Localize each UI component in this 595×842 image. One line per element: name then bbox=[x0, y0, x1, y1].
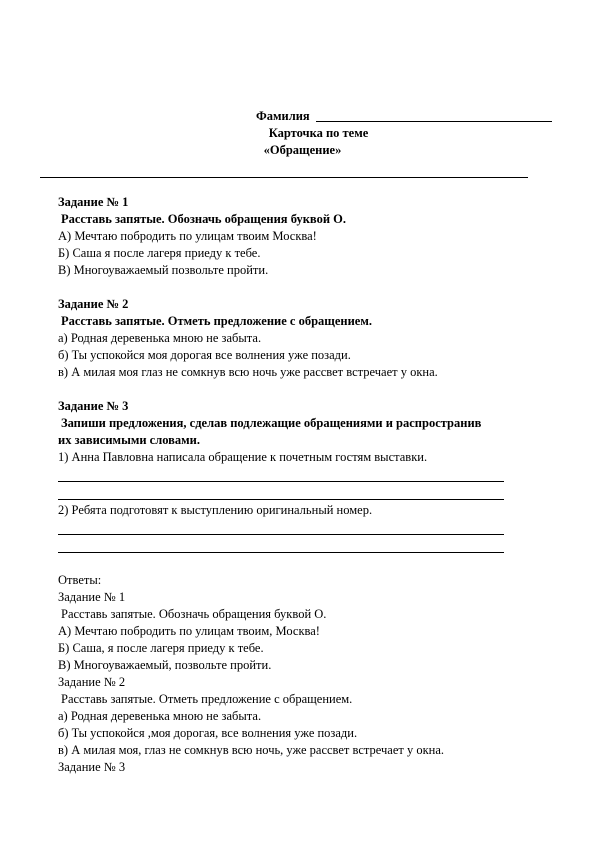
answer-task-1-item: Б) Саша, я после лагеря приеду к тебе. bbox=[58, 641, 264, 655]
task-3-heading: Задание № 3 bbox=[58, 399, 129, 413]
answer-task-1-item: В) Многоуважаемый, позвольте пройти. bbox=[58, 658, 272, 672]
spacer bbox=[58, 555, 538, 572]
task-2-item: а) Родная деревенька мною не забыта. bbox=[58, 331, 262, 345]
task-3-sentence-1: 1) Анна Павловна написала обращение к почетным гостям выставки. bbox=[58, 450, 428, 464]
task-3-sentence-2: 2) Ребята подготовят к выступлению оригинальный номер. bbox=[58, 503, 373, 517]
task-2-item: в) А милая моя глаз не сомкнув всю ночь уже рассвет встречает у окна. bbox=[58, 365, 438, 379]
task-1-item: Б) Саша я после лагеря приеду к тебе. bbox=[58, 246, 261, 260]
answer-task-1-instruction: Расставь запятые. Обозначь обращения буквой О. bbox=[61, 607, 327, 621]
task-3-instruction: Запиши предложения, сделав подлежащие обращениями и распространив bbox=[61, 416, 482, 430]
task-3-instruction: их зависимыми словами. bbox=[58, 433, 201, 447]
answer-write-line[interactable] bbox=[58, 484, 504, 500]
answer-task-1-item: А) Мечтаю побродить по улицам твоим, Москва! bbox=[58, 624, 320, 638]
card-topic: «Обращение» bbox=[263, 143, 342, 157]
surname-row bbox=[0, 108, 595, 125]
surname-label: Фамилия bbox=[256, 109, 310, 123]
answer-write-line[interactable] bbox=[58, 537, 504, 553]
surname-blank-line bbox=[316, 121, 552, 122]
answers-label: Ответы: bbox=[58, 573, 102, 587]
answer-task-2-heading: Задание № 2 bbox=[58, 675, 126, 689]
spacer bbox=[58, 279, 538, 296]
answer-write-line[interactable] bbox=[58, 466, 504, 482]
answer-task-3-heading: Задание № 3 bbox=[58, 760, 126, 774]
task-2-instruction: Расставь запятые. Отметь предложение с обращением. bbox=[61, 314, 372, 328]
worksheet-header bbox=[0, 108, 595, 159]
task-1-item: А) Мечтаю побродить по улицам твоим Москва! bbox=[58, 229, 317, 243]
task-2-heading: Задание № 2 bbox=[58, 297, 129, 311]
answer-task-2-instruction: Расставь запятые. Отметь предложение с обращением. bbox=[61, 692, 353, 706]
header-divider bbox=[40, 177, 528, 178]
answer-write-line[interactable] bbox=[58, 519, 504, 535]
task-1-heading: Задание № 1 bbox=[58, 195, 129, 209]
worksheet-content bbox=[58, 194, 538, 776]
answer-task-1-heading: Задание № 1 bbox=[58, 590, 126, 604]
answer-task-2-item: а) Родная деревенька мною не забыта. bbox=[58, 709, 262, 723]
task-1-instruction: Расставь запятые. Обозначь обращения буквой О. bbox=[61, 212, 347, 226]
card-title: Карточка по теме bbox=[268, 126, 369, 140]
answer-task-2-item: в) А милая моя, глаз не сомкнув всю ночь, уже рассвет встречает у окна. bbox=[58, 743, 445, 757]
spacer bbox=[58, 381, 538, 398]
task-1-item: В) Многоуважаемый позвольте пройти. bbox=[58, 263, 269, 277]
task-2-item: б) Ты успокойся моя дорогая все волнения уже позади. bbox=[58, 348, 351, 362]
answer-task-2-item: б) Ты успокойся ,моя дорогая, все волнения уже позади. bbox=[58, 726, 358, 740]
